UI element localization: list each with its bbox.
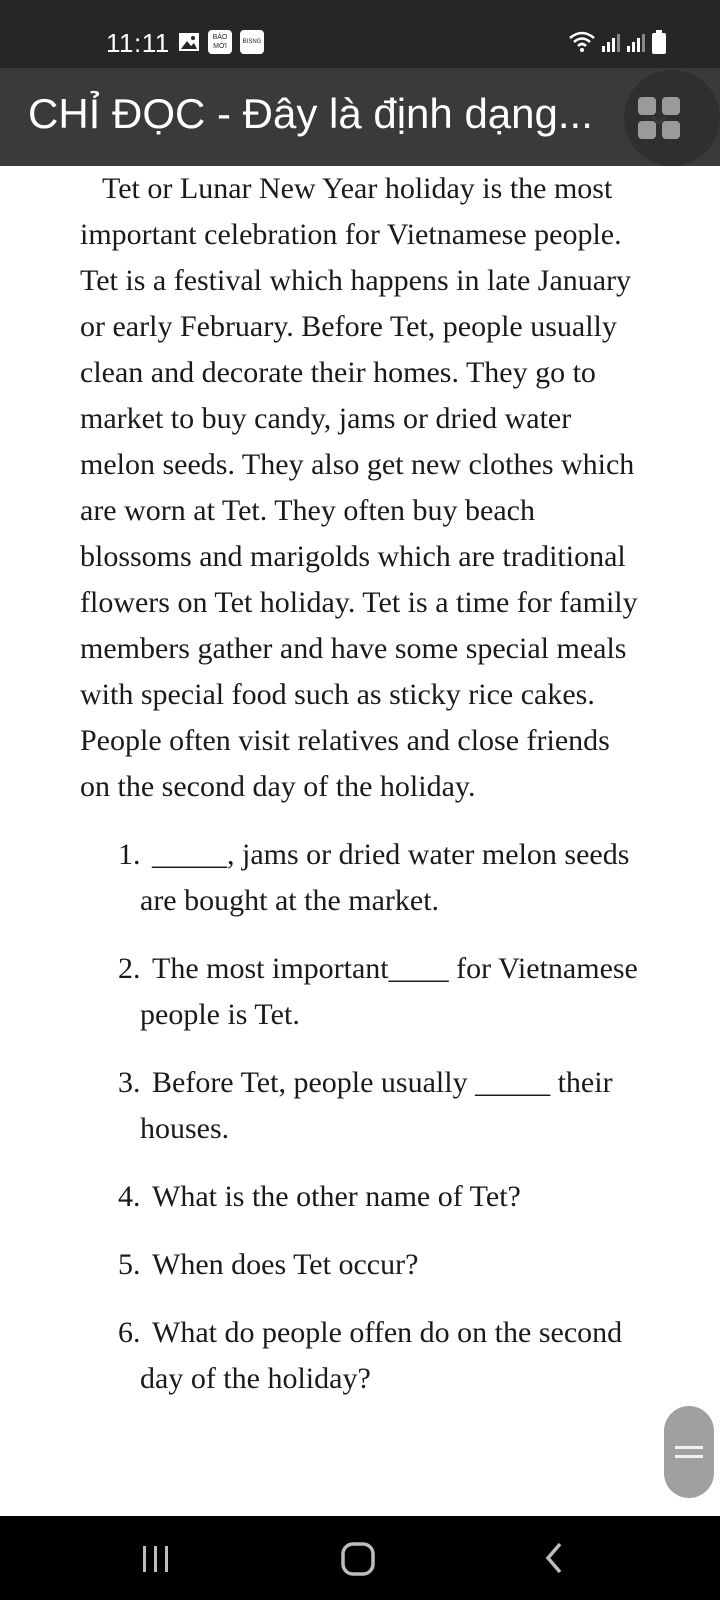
signal-icon xyxy=(600,32,650,52)
question-number: 4. xyxy=(118,1180,141,1213)
question-list xyxy=(80,832,640,1402)
scroll-handle-grip xyxy=(675,1446,703,1449)
question-text: What do people offen do on the second day of the holiday? xyxy=(140,1316,623,1395)
app-bar xyxy=(0,68,720,166)
question-number: 3. xyxy=(118,1066,141,1099)
view-mode-button[interactable] xyxy=(624,70,720,166)
battery-icon xyxy=(652,30,666,54)
question-number: 2. xyxy=(118,952,141,985)
navigation-bar xyxy=(0,1516,720,1600)
list-item xyxy=(80,1174,640,1220)
back-icon[interactable] xyxy=(540,1536,570,1580)
grid-icon xyxy=(636,95,682,141)
status-time: 11:11 xyxy=(106,28,170,58)
list-item xyxy=(80,946,640,1038)
question-text: _____, jams or dried water melon seeds are bought at the market. xyxy=(140,838,630,917)
bisung-icon: BISNG xyxy=(240,30,264,54)
wifi-icon xyxy=(568,30,596,52)
baomoi-icon: BÁO MỚI xyxy=(208,30,232,54)
list-item xyxy=(80,1060,640,1152)
list-item xyxy=(80,1242,640,1288)
scroll-handle-grip xyxy=(675,1455,703,1458)
question-text: When does Tet occur? xyxy=(152,1248,419,1281)
status-bar xyxy=(0,0,720,68)
question-number: 1. xyxy=(118,838,141,871)
home-icon[interactable] xyxy=(338,1536,382,1580)
list-item xyxy=(80,832,640,924)
list-item xyxy=(80,1310,640,1402)
scroll-handle[interactable] xyxy=(664,1406,714,1498)
question-text: Before Tet, people usually _____ their houses. xyxy=(140,1066,613,1145)
question-number: 5. xyxy=(118,1248,141,1281)
question-number: 6. xyxy=(118,1316,141,1349)
passage-paragraph xyxy=(80,166,640,810)
page-title: CHỈ ĐỌC - Đây là định dạng... xyxy=(28,90,593,137)
question-text: The most important____ for Vietnamese people is Tet. xyxy=(140,952,638,1031)
image-icon xyxy=(178,32,200,52)
question-text: What is the other name of Tet? xyxy=(152,1180,521,1213)
passage-text: Tet or Lunar New Year holiday is the most important celebration for Vietnamese people. Tet is a festival which happens in late January or early February. Before Tet, people usually clean and decorate their homes. They go to market to buy candy, jams or dried water melon seeds. They also get new clothes which are worn at Tet. They often buy beach blossoms and marigolds which are traditional flowers on Tet holiday. Tet is a time for family members gather and have some special meals with special food such as sticky rice cakes. People often visit relatives and close friends on the second day of the holiday. xyxy=(80,172,638,803)
document-content xyxy=(80,166,640,1402)
recents-icon[interactable] xyxy=(140,1536,172,1580)
